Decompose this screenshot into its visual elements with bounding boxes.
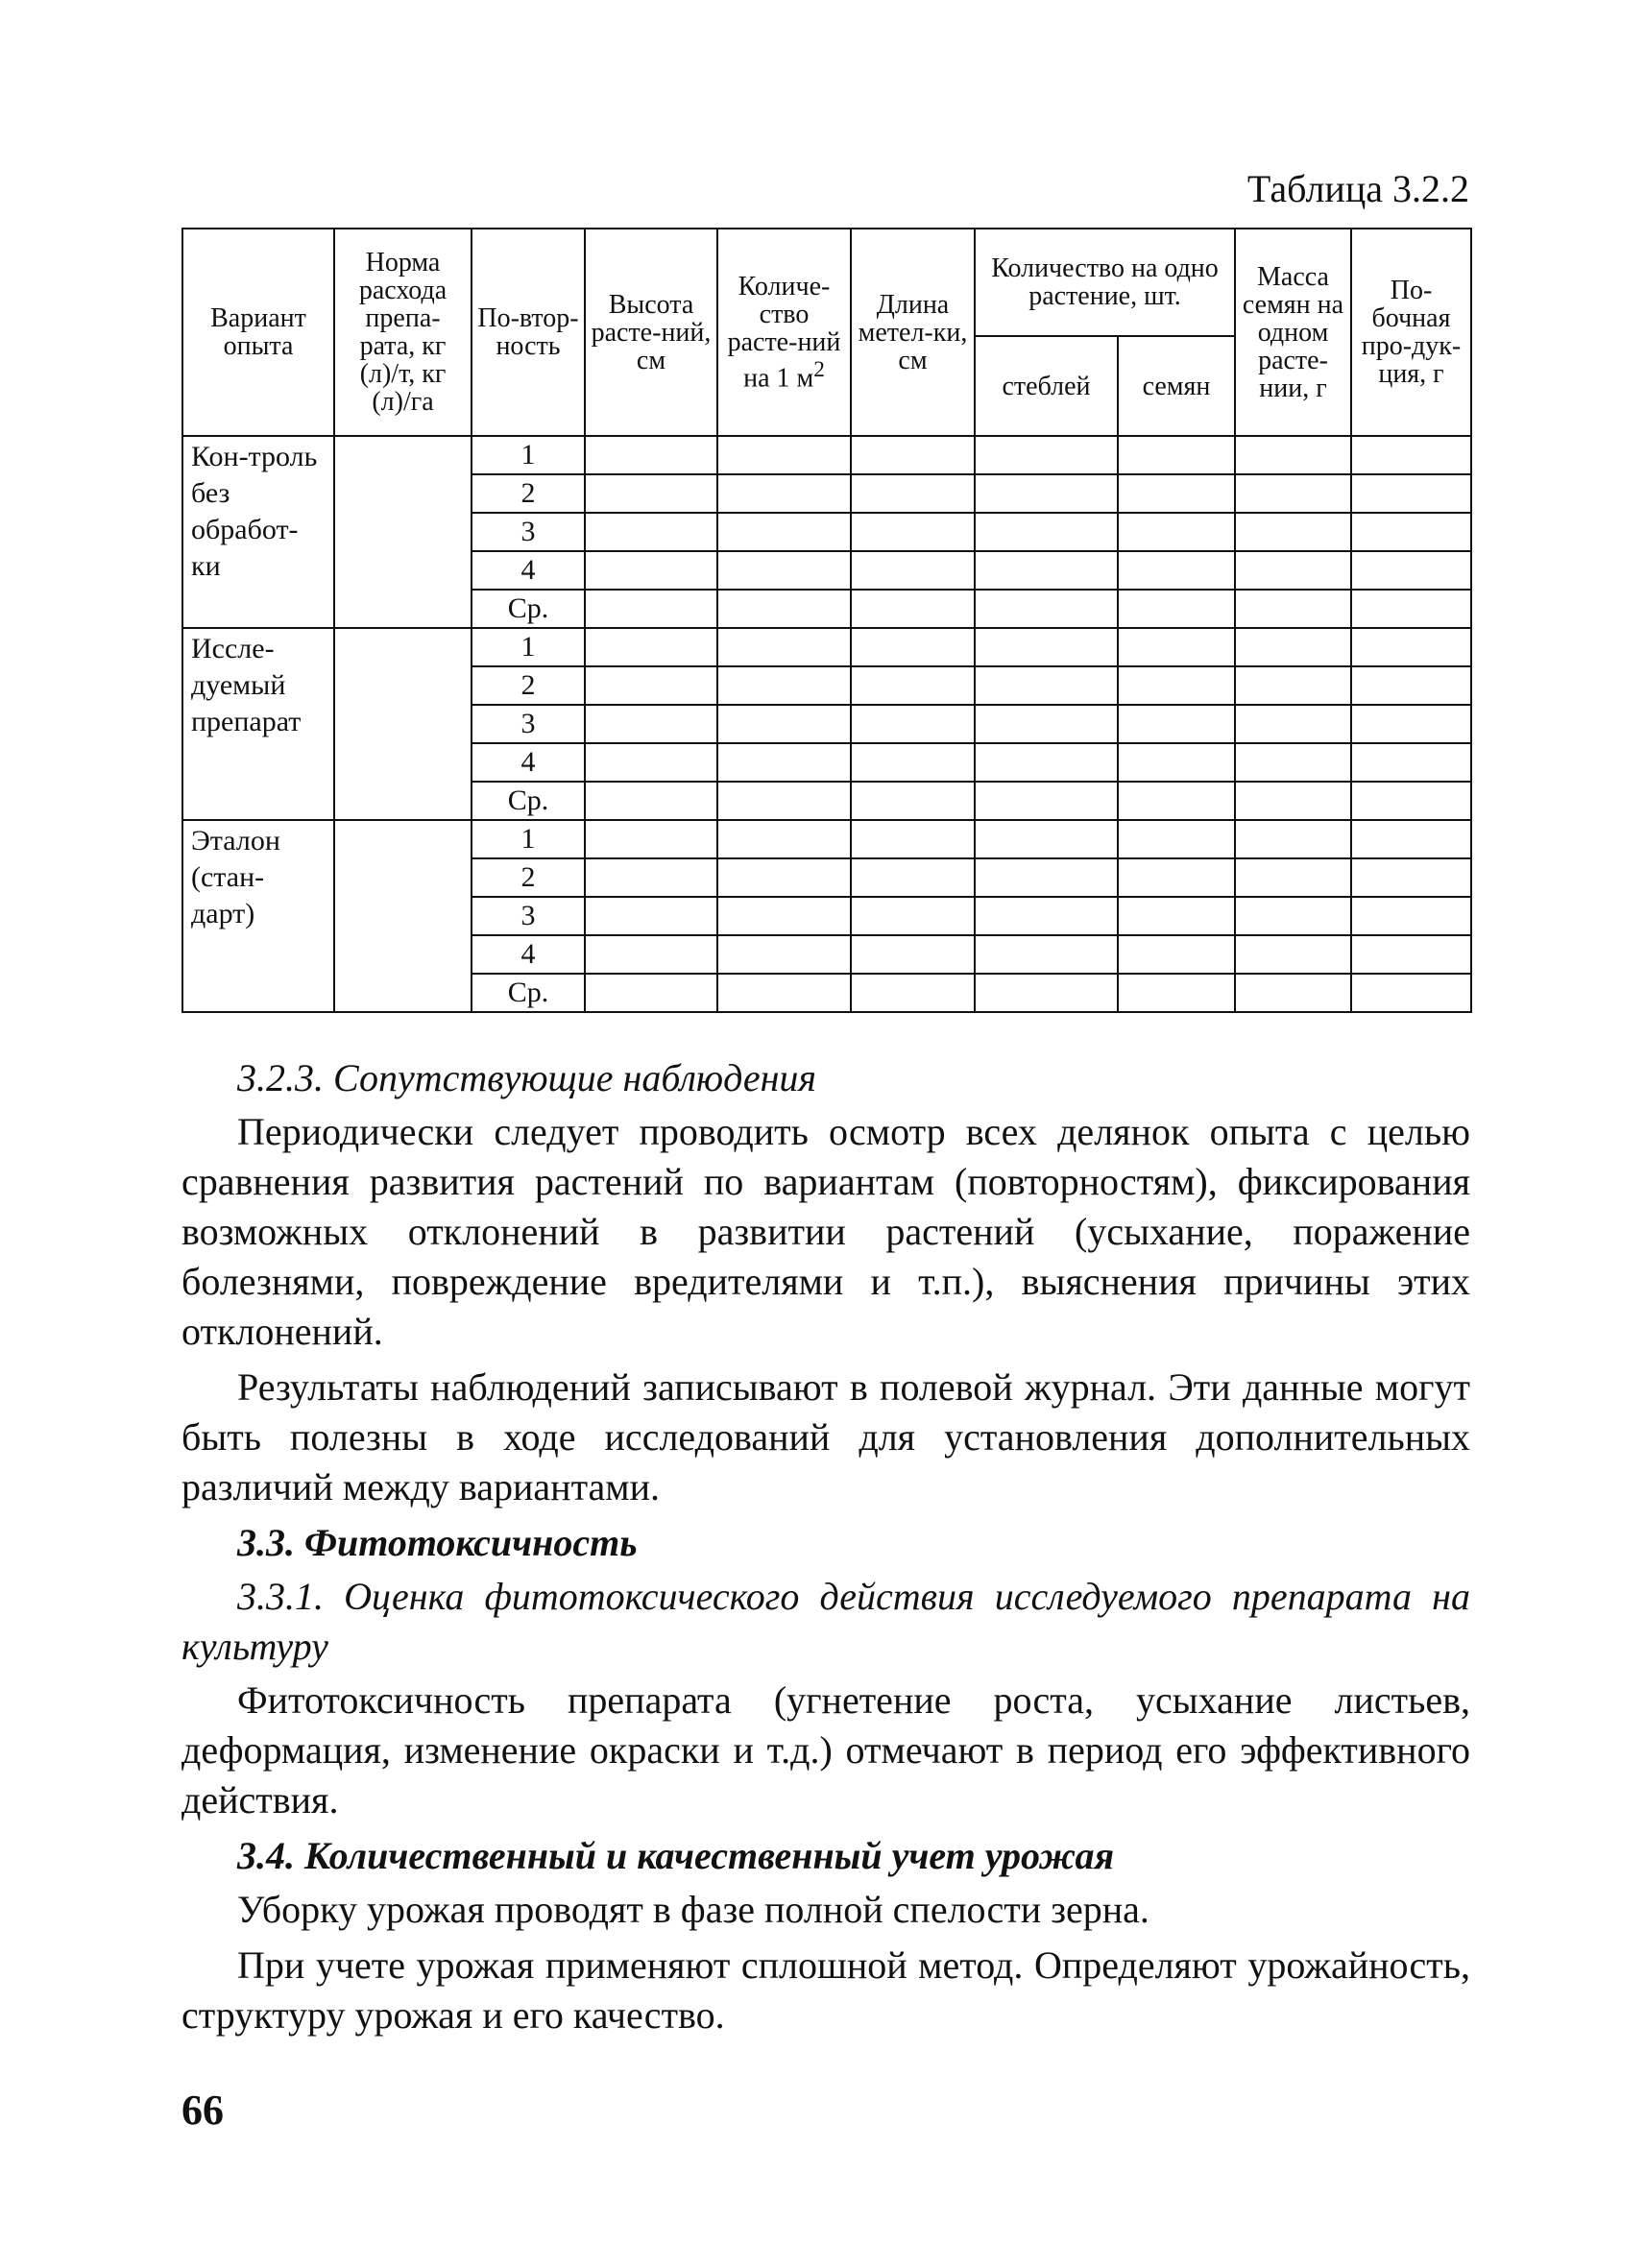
empty-cell	[1351, 551, 1471, 590]
section-3-3-heading: 3.3. Фитотоксичность	[237, 1521, 638, 1564]
empty-cell	[585, 551, 717, 590]
empty-cell	[585, 935, 717, 974]
empty-cell	[1351, 897, 1471, 935]
empty-cell	[1235, 935, 1351, 974]
empty-cell	[717, 474, 851, 513]
empty-cell	[1118, 628, 1235, 666]
replication-cell: 4	[472, 935, 585, 974]
header-stems: стеблей	[975, 336, 1118, 436]
empty-cell	[1118, 474, 1235, 513]
empty-cell	[1351, 513, 1471, 551]
empty-cell	[585, 974, 717, 1012]
section-3-2-3-paragraph-1: Периодически следует проводить осмотр всех делянок опыта с целью сравнения развития растений по вариантам (повторностям), фиксирования возможных отклонений в развитии растений (усыхание, поражение болезнями, повреждение вредителями и т.п.), выяснения причины этих отклонений.	[181, 1110, 1470, 1353]
empty-cell	[1118, 551, 1235, 590]
empty-cell	[585, 590, 717, 628]
header-seeds: семян	[1118, 336, 1235, 436]
empty-cell	[585, 666, 717, 705]
empty-cell	[1235, 782, 1351, 820]
header-height: Высота расте-ний, см	[585, 229, 717, 436]
replication-cell: 2	[472, 858, 585, 897]
empty-cell	[975, 974, 1118, 1012]
empty-cell	[975, 474, 1118, 513]
section-3-3-1-heading: 3.3.1. Оценка фитотоксического действия исследуемого препарата на культуру	[181, 1575, 1470, 1668]
empty-cell	[1235, 551, 1351, 590]
empty-cell	[975, 858, 1118, 897]
empty-cell	[975, 705, 1118, 743]
empty-cell	[975, 513, 1118, 551]
body-text	[181, 1053, 1470, 2040]
empty-cell	[1351, 820, 1471, 858]
norm-cell	[334, 628, 472, 820]
empty-cell	[851, 743, 975, 782]
empty-cell	[1118, 666, 1235, 705]
empty-cell	[585, 474, 717, 513]
empty-cell	[717, 666, 851, 705]
empty-cell	[975, 590, 1118, 628]
empty-cell	[851, 513, 975, 551]
section-3-4-paragraph-1: Уборку урожая проводят в фазе полной спелости зерна.	[237, 1888, 1149, 1931]
empty-cell	[851, 897, 975, 935]
empty-cell	[851, 590, 975, 628]
empty-cell	[1351, 935, 1471, 974]
empty-cell	[1118, 743, 1235, 782]
table-caption: Таблица 3.2.2	[1246, 167, 1469, 210]
section-3-4-paragraph-2: При учете урожая применяют сплошной метод. Определяют урожайность, структуру урожая и его качество.	[181, 1943, 1470, 2037]
empty-cell	[1235, 743, 1351, 782]
empty-cell	[851, 436, 975, 474]
empty-cell	[585, 743, 717, 782]
empty-cell	[1118, 590, 1235, 628]
header-length: Длина метел-ки, см	[851, 229, 975, 436]
empty-cell	[1235, 897, 1351, 935]
empty-cell	[717, 820, 851, 858]
empty-cell	[851, 935, 975, 974]
empty-cell	[585, 628, 717, 666]
variant-cell: Иссле-дуемый препарат	[182, 628, 334, 820]
empty-cell	[717, 705, 851, 743]
empty-cell	[851, 705, 975, 743]
header-per-plant: Количество на одно растение, шт.	[975, 229, 1235, 336]
empty-cell	[1235, 705, 1351, 743]
empty-cell	[1351, 628, 1471, 666]
replication-cell: 3	[472, 897, 585, 935]
replication-cell: 2	[472, 666, 585, 705]
replication-cell: 1	[472, 628, 585, 666]
empty-cell	[585, 436, 717, 474]
empty-cell	[851, 974, 975, 1012]
empty-cell	[717, 551, 851, 590]
empty-cell	[717, 513, 851, 551]
empty-cell	[1118, 935, 1235, 974]
empty-cell	[1118, 974, 1235, 1012]
header-variant: Вариант опыта	[182, 229, 334, 436]
empty-cell	[851, 666, 975, 705]
empty-cell	[585, 897, 717, 935]
empty-cell	[717, 897, 851, 935]
variant-cell: Кон-троль без обработ-ки	[182, 436, 334, 628]
norm-cell	[334, 820, 472, 1012]
empty-cell	[1235, 858, 1351, 897]
replication-cell: 3	[472, 705, 585, 743]
replication-cell: Ср.	[472, 782, 585, 820]
empty-cell	[975, 551, 1118, 590]
norm-cell	[334, 436, 472, 628]
empty-cell	[1118, 436, 1235, 474]
section-3-4-heading: 3.4. Количественный и качественный учет урожая	[237, 1834, 1115, 1877]
replication-cell: 4	[472, 743, 585, 782]
empty-cell	[1235, 628, 1351, 666]
empty-cell	[717, 858, 851, 897]
empty-cell	[717, 974, 851, 1012]
empty-cell	[975, 897, 1118, 935]
replication-cell: Ср.	[472, 974, 585, 1012]
replication-cell: 1	[472, 436, 585, 474]
data-table	[181, 228, 1472, 1013]
header-count	[717, 229, 851, 436]
empty-cell	[975, 743, 1118, 782]
empty-cell	[1118, 705, 1235, 743]
empty-cell	[975, 666, 1118, 705]
empty-cell	[851, 551, 975, 590]
empty-cell	[1235, 820, 1351, 858]
variant-cell: Эталон (стан-дарт)	[182, 820, 334, 1012]
replication-cell: 2	[472, 474, 585, 513]
empty-cell	[1351, 705, 1471, 743]
empty-cell	[585, 513, 717, 551]
replication-cell: 3	[472, 513, 585, 551]
empty-cell	[1351, 743, 1471, 782]
empty-cell	[851, 474, 975, 513]
empty-cell	[1235, 666, 1351, 705]
table-row	[182, 820, 1471, 858]
empty-cell	[717, 935, 851, 974]
section-3-2-3-heading: 3.2.3. Сопутствующие наблюдения	[237, 1056, 817, 1099]
header-replication: По-втор-ность	[472, 229, 585, 436]
empty-cell	[1235, 513, 1351, 551]
empty-cell	[717, 628, 851, 666]
empty-cell	[1235, 436, 1351, 474]
table-row	[182, 436, 1471, 474]
empty-cell	[1351, 974, 1471, 1012]
replication-cell: 4	[472, 551, 585, 590]
section-3-3-1-paragraph-1: Фитотоксичность препарата (угнетение роста, усыхание листьев, деформация, изменение окраски и т.д.) отмечают в период его эффективного действия.	[181, 1678, 1470, 1822]
empty-cell	[585, 820, 717, 858]
empty-cell	[1235, 974, 1351, 1012]
empty-cell	[1118, 897, 1235, 935]
section-3-2-3-paragraph-2: Результаты наблюдений записывают в полевой журнал. Эти данные могут быть полезны в ходе исследований для установления дополнительных различий между вариантами.	[181, 1365, 1470, 1508]
empty-cell	[975, 782, 1118, 820]
empty-cell	[851, 628, 975, 666]
empty-cell	[975, 436, 1118, 474]
empty-cell	[717, 436, 851, 474]
empty-cell	[975, 628, 1118, 666]
page-number: 66	[181, 2087, 224, 2134]
header-count-sup: 2	[813, 356, 825, 382]
replication-cell: Ср.	[472, 590, 585, 628]
empty-cell	[975, 820, 1118, 858]
empty-cell	[851, 858, 975, 897]
header-mass: Масса семян на одном расте-нии, г	[1235, 229, 1351, 436]
empty-cell	[717, 782, 851, 820]
empty-cell	[851, 782, 975, 820]
empty-cell	[717, 743, 851, 782]
empty-cell	[1351, 474, 1471, 513]
replication-cell: 1	[472, 820, 585, 858]
empty-cell	[1235, 474, 1351, 513]
empty-cell	[1235, 590, 1351, 628]
empty-cell	[851, 820, 975, 858]
empty-cell	[585, 782, 717, 820]
empty-cell	[975, 935, 1118, 974]
empty-cell	[1118, 782, 1235, 820]
header-norm: Норма расхода препа-рата, кг (л)/т, кг (л)/га	[334, 229, 472, 436]
empty-cell	[585, 858, 717, 897]
empty-cell	[1118, 820, 1235, 858]
empty-cell	[1118, 858, 1235, 897]
table-row	[182, 628, 1471, 666]
empty-cell	[1351, 858, 1471, 897]
empty-cell	[1351, 590, 1471, 628]
empty-cell	[1351, 436, 1471, 474]
empty-cell	[717, 590, 851, 628]
header-count-text: Количе-ство расте-ний на 1 м	[727, 271, 841, 394]
header-byproduct: По-бочная про-дук-ция, г	[1351, 229, 1471, 436]
empty-cell	[1351, 782, 1471, 820]
empty-cell	[1351, 666, 1471, 705]
empty-cell	[585, 705, 717, 743]
empty-cell	[1118, 513, 1235, 551]
